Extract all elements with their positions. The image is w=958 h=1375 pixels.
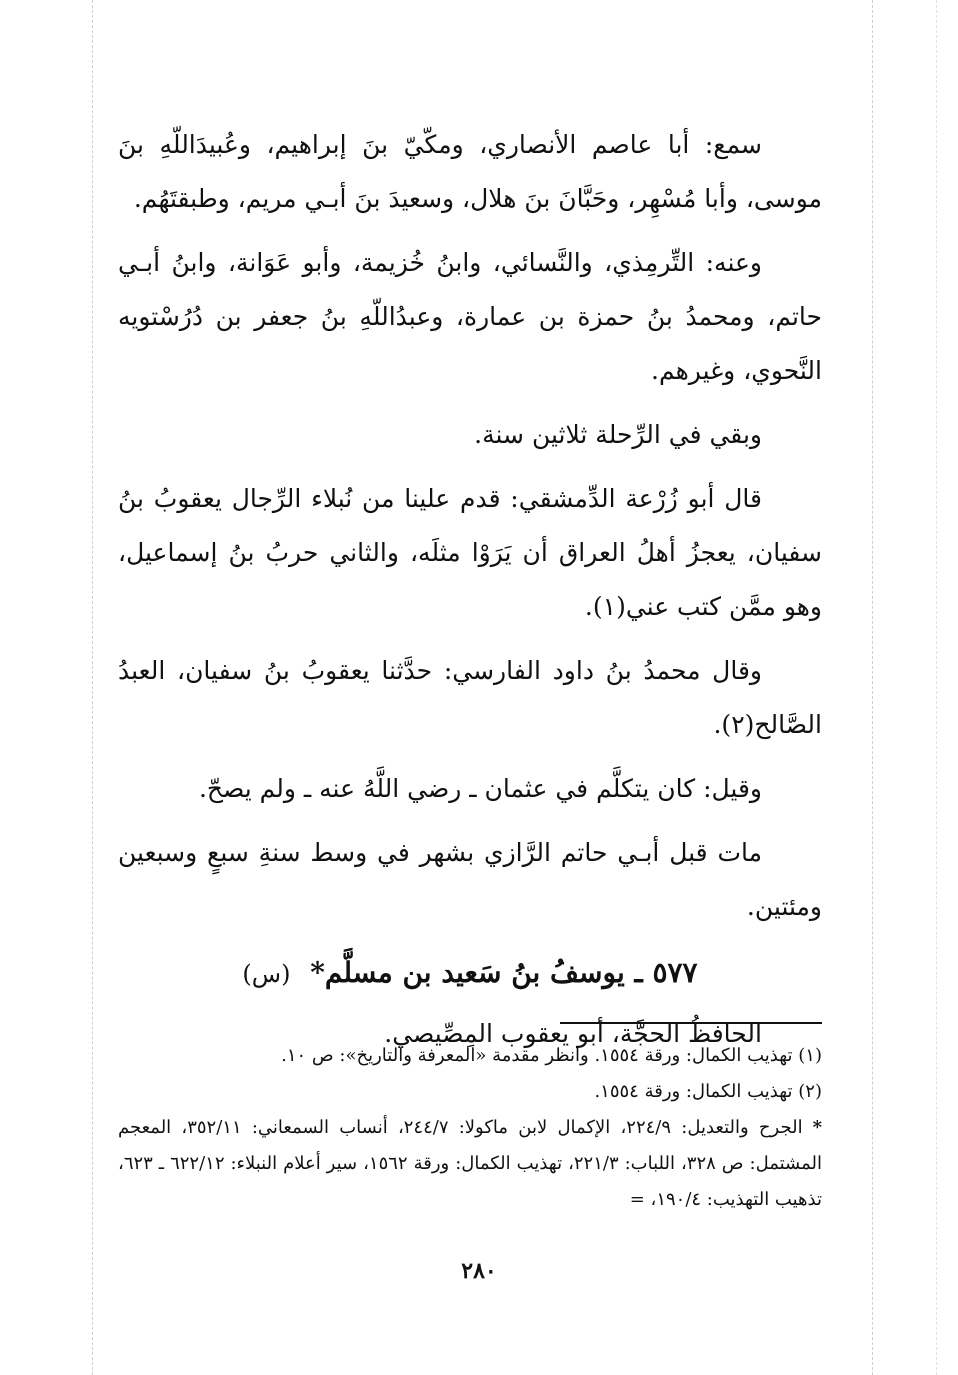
- footnote-rule: [560, 1022, 822, 1024]
- paragraph-al-farisi: وقال محمدُ بنُ داود الفارسي: حدَّثنا يعقوبُ بنُ سفيان، العبدُ الصَّالح(٢).: [118, 656, 822, 739]
- footnote-2: (٢) تهذيب الكمال: ورقة ١٥٥٤.: [594, 1081, 822, 1102]
- footnote-star-text: الجرح والتعديل: ٢٢٤/٩، الإكمال لابن ماكولا: ٢٤٤/٧، أنساب السمعاني: ٣٥٢/١١، المعجم المشتمل: ص ٣٢٨، اللباب: ٢٢١/٣، تهذيب الكمال: ورقة ١٥٦٢، سير أعلام النبلاء: ٦٢٢/١٢ ـ ٦٢٣، تذهيب التهذيب: ١٩٠/٤، =: [118, 1117, 823, 1210]
- entry-heading: [118, 946, 822, 1001]
- scan-guide-line: [872, 0, 873, 1375]
- paragraph-travel: وبقي في الرِّحلة ثلاثين سنة.: [474, 420, 762, 449]
- page-number: ٢٨٠: [461, 1258, 497, 1284]
- footnote-1: (١) تهذيب الكمال: ورقة ١٥٥٤. وانظر مقدمة «المعرفة والتاريخ»: ص ١٠.: [281, 1045, 822, 1066]
- scan-guide-line: [936, 0, 937, 1375]
- paragraph-students: وعنه: التِّرمِذي، والنَّسائي، وابنُ خُزيمة، وأبو عَوَانة، وابنُ أبـي حاتم، ومحمدُ بنُ حمزة بن عمارة، وعبدُاللّهِ بنُ جعفر بن دُرُسْتويه النَّحوي، وغيرهم.: [118, 248, 822, 385]
- scan-guide-line: [92, 0, 93, 1375]
- entry-siglum: (س): [242, 960, 291, 988]
- footnote-star: [118, 1110, 822, 1218]
- footnote-star-mark: *: [812, 1117, 822, 1138]
- entry-description: الحافظُ الحجَّة، أبو يعقوب المِصِّيصي.: [384, 1019, 762, 1048]
- footnotes: [118, 1022, 822, 1218]
- paragraph-teachers: سمع: أبا عاصم الأنصاري، ومكّيّ بنَ إبراهيم، وعُبيدَاللّهِ بنَ موسى، وأبا مُسْهِر، وحَبَّانَ بنَ هلال، وسعيدَ بنَ أبـي مريم، وطبقتَهُم.: [118, 130, 822, 213]
- paragraph-abu-zura: قال أبو زُرْعة الدِّمشقي: قدم علينا من نُبلاء الرِّجال يعقوبُ بنُ سفيان، يعجزُ أهلُ العراق أن يَرَوْا مثلَه، والثاني حربُ بنُ إسماعيل، وهو ممَّن كتب عني(١).: [118, 484, 822, 621]
- paragraph-death: مات قبل أبـي حاتم الرَّازي بشهر في وسط سنةِ سبعٍ وسبعين ومئتين.: [118, 838, 822, 921]
- paragraph-uthman: وقيل: كان يتكلَّم في عثمان ـ رضي اللَّهُ عنه ـ ولم يصحّ.: [198, 774, 762, 803]
- entry-title: ٥٧٧ ـ يوسفُ بنُ سَعيد بن مسلَّم*: [310, 956, 698, 989]
- page-body: [118, 118, 822, 1071]
